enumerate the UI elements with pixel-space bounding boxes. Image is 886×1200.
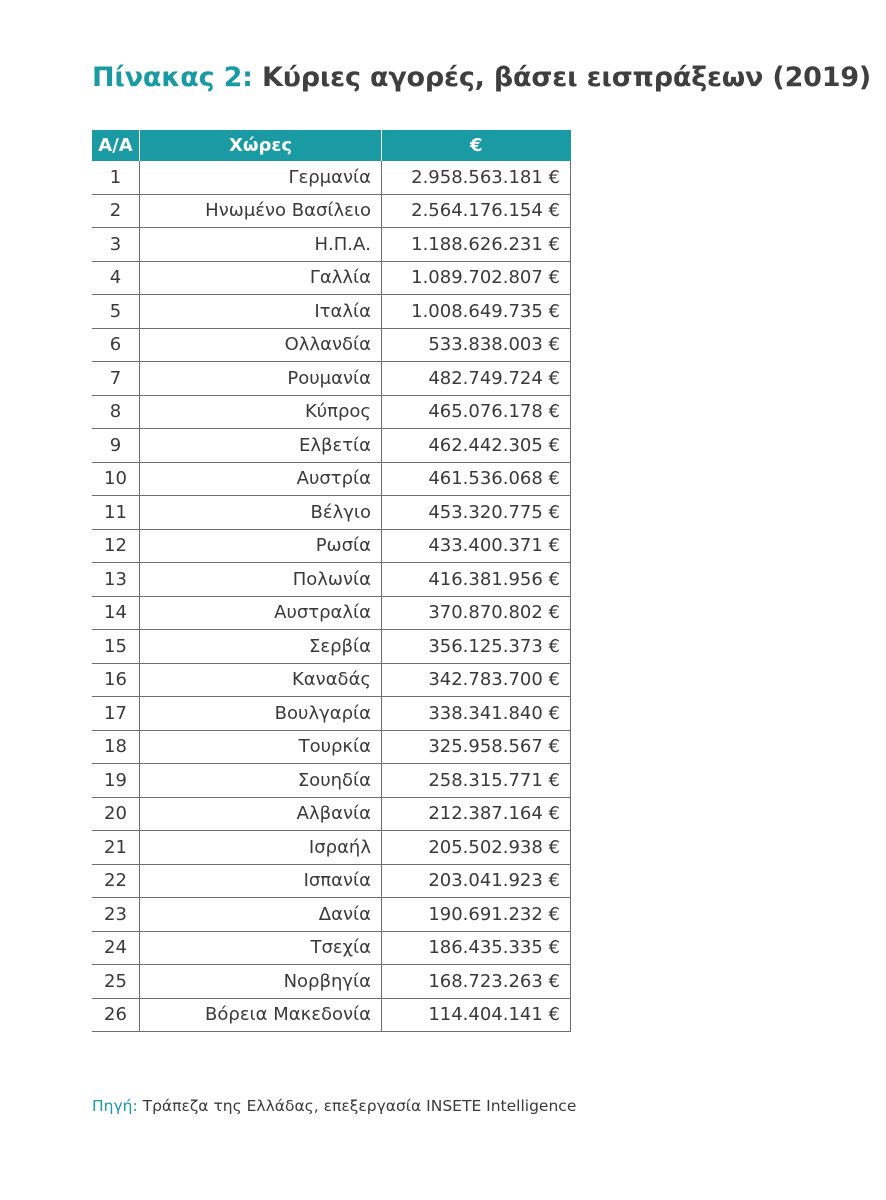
row-number: 26 [92,998,140,1032]
row-country: Βόρεια Μακεδονία [140,998,382,1032]
table-row [92,429,571,463]
row-number: 19 [92,764,140,798]
row-country: Σουηδία [140,764,382,798]
row-number: 1 [92,161,140,194]
table-row [92,965,571,999]
row-number: 11 [92,496,140,530]
row-number: 13 [92,563,140,597]
header-euro: € [382,130,571,161]
table-row [92,998,571,1032]
row-number: 9 [92,429,140,463]
table-title-text: Κύριες αγορές, βάσει εισπράξεων (2019) [261,62,872,93]
row-value: 338.341.840 € [382,697,571,731]
table-row [92,663,571,697]
table-number-label: Πίνακας 2: [92,62,253,93]
row-country: Ισραήλ [140,831,382,865]
row-number: 7 [92,362,140,396]
row-country: Κύπρος [140,395,382,429]
row-country: Η.Π.Α. [140,228,382,262]
table-row [92,395,571,429]
table-row [92,362,571,396]
row-number: 16 [92,663,140,697]
row-value: 453.320.775 € [382,496,571,530]
row-country: Νορβηγία [140,965,382,999]
table-row [92,831,571,865]
row-number: 15 [92,630,140,664]
row-number: 4 [92,261,140,295]
table-row [92,328,571,362]
row-value: 533.838.003 € [382,328,571,362]
row-number: 6 [92,328,140,362]
table-row [92,697,571,731]
row-value: 2.958.563.181 € [382,161,571,194]
header-aa: Α/Α [92,130,140,161]
row-country: Γερμανία [140,161,382,194]
row-number: 5 [92,295,140,329]
table-row [92,596,571,630]
row-value: 433.400.371 € [382,529,571,563]
row-value: 190.691.232 € [382,898,571,932]
source-text: Τράπεζα της Ελλάδας, επεξεργασία INSETE Intelligence [137,1097,577,1115]
table-row [92,496,571,530]
table-row [92,529,571,563]
row-value: 342.783.700 € [382,663,571,697]
row-value: 1.188.626.231 € [382,228,571,262]
row-value: 203.041.923 € [382,864,571,898]
row-country: Αυστρία [140,462,382,496]
row-number: 10 [92,462,140,496]
table-row [92,563,571,597]
row-number: 22 [92,864,140,898]
row-country: Βουλγαρία [140,697,382,731]
row-country: Τουρκία [140,730,382,764]
table-row [92,898,571,932]
row-value: 1.008.649.735 € [382,295,571,329]
source-label: Πηγή: [92,1097,138,1115]
row-number: 2 [92,194,140,228]
row-value: 186.435.335 € [382,931,571,965]
row-number: 18 [92,730,140,764]
table-row [92,931,571,965]
row-value: 461.536.068 € [382,462,571,496]
row-country: Δανία [140,898,382,932]
row-country: Πολωνία [140,563,382,597]
table-row [92,161,571,194]
row-country: Γαλλία [140,261,382,295]
row-number: 12 [92,529,140,563]
row-country: Τσεχία [140,931,382,965]
row-value: 356.125.373 € [382,630,571,664]
row-number: 25 [92,965,140,999]
row-country: Ολλανδία [140,328,382,362]
row-number: 3 [92,228,140,262]
table-row [92,261,571,295]
table-row [92,194,571,228]
table-row [92,730,571,764]
source-note [92,1097,576,1115]
row-country: Αυστραλία [140,596,382,630]
row-country: Ρουμανία [140,362,382,396]
page-title [92,62,871,93]
row-country: Ρωσία [140,529,382,563]
row-value: 325.958.567 € [382,730,571,764]
row-country: Αλβανία [140,797,382,831]
row-value: 1.089.702.807 € [382,261,571,295]
table-row [92,764,571,798]
row-number: 21 [92,831,140,865]
row-number: 17 [92,697,140,731]
table-header-row [92,130,571,161]
table-body [92,161,571,1032]
row-number: 14 [92,596,140,630]
row-country: Καναδάς [140,663,382,697]
row-value: 168.723.263 € [382,965,571,999]
row-value: 482.749.724 € [382,362,571,396]
row-country: Σερβία [140,630,382,664]
table-row [92,630,571,664]
row-value: 212.387.164 € [382,797,571,831]
row-value: 370.870.802 € [382,596,571,630]
row-number: 24 [92,931,140,965]
row-value: 114.404.141 € [382,998,571,1032]
header-countries: Χώρες [140,130,382,161]
row-number: 8 [92,395,140,429]
table-row [92,295,571,329]
table-row [92,797,571,831]
row-value: 465.076.178 € [382,395,571,429]
row-country: Ισπανία [140,864,382,898]
table-row [92,462,571,496]
table-row [92,864,571,898]
row-country: Ιταλία [140,295,382,329]
row-value: 2.564.176.154 € [382,194,571,228]
row-value: 205.502.938 € [382,831,571,865]
row-country: Βέλγιο [140,496,382,530]
row-country: Ηνωμένο Βασίλειο [140,194,382,228]
row-value: 258.315.771 € [382,764,571,798]
table-row [92,228,571,262]
markets-table [92,130,571,1032]
row-country: Ελβετία [140,429,382,463]
row-value: 462.442.305 € [382,429,571,463]
row-value: 416.381.956 € [382,563,571,597]
row-number: 20 [92,797,140,831]
row-number: 23 [92,898,140,932]
